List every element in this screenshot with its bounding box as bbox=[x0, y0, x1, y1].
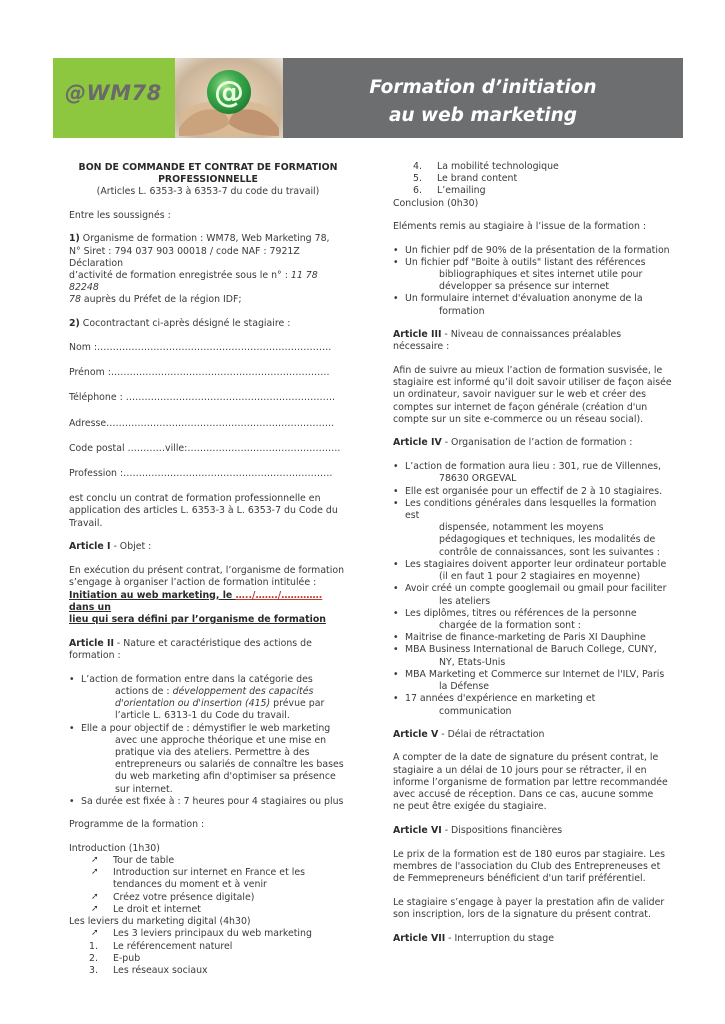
retr-line-3: informe l’organisme de formation par lettre recommandée bbox=[393, 776, 668, 788]
afin-line-1: Afin de suivre au mieux l’action de formation susvisée, le bbox=[393, 364, 663, 376]
num-6-text: L’emailing bbox=[437, 185, 486, 197]
formation-name-cont: dans un bbox=[69, 601, 111, 613]
list-item bbox=[393, 559, 673, 583]
list-item bbox=[393, 486, 673, 498]
list-item bbox=[69, 674, 347, 723]
field-adresse[interactable]: Adresse………………………………………………………………. bbox=[69, 417, 335, 429]
prix-line-3: de Femmepreneurs bénéficient d'un tarif préférentiel. bbox=[393, 873, 646, 885]
party-1-number: 1) bbox=[69, 233, 80, 245]
eng-line-2: son inscription, lors de la signature du présent contrat. bbox=[393, 909, 651, 921]
org-8-b: NY, Etats-Unis bbox=[439, 656, 506, 668]
list-item bbox=[393, 257, 673, 294]
article-7-label: Article VII bbox=[393, 932, 446, 944]
elements-list bbox=[393, 245, 673, 318]
page-title-line2: au web marketing bbox=[388, 105, 578, 127]
article-1-heading bbox=[69, 541, 347, 553]
hands-holding-at-sign-icon bbox=[175, 58, 283, 138]
article-4-title: - Organisation de l’action de formation : bbox=[441, 437, 633, 449]
party-2-paragraph bbox=[69, 318, 347, 330]
element-2-a: Un fichier pdf "Boite à outils" listant des références bbox=[405, 256, 646, 268]
list-item bbox=[393, 245, 673, 257]
formation-name: Initiation au web marketing, le bbox=[69, 589, 236, 601]
programme-intro: Introduction (1h30) bbox=[69, 842, 160, 854]
conclu-paragraph bbox=[69, 493, 347, 530]
num-6: 6. bbox=[413, 185, 422, 197]
num-5: 5. bbox=[413, 173, 422, 185]
arrow-icon: ➚ bbox=[91, 903, 99, 914]
intro-item-2-cont: tendances du moment et à venir bbox=[113, 879, 267, 891]
org-5-a: Avoir créé un compte googlemail ou gmail pour faciliter bbox=[405, 583, 667, 595]
article-6-label: Article VI bbox=[393, 825, 442, 837]
list-item bbox=[69, 855, 347, 867]
nature-2-f: sur internet. bbox=[115, 783, 173, 795]
element-1: Un fichier pdf de 90% de la présentation de la formation bbox=[405, 244, 670, 256]
nature-1-a: L’action de formation entre dans la catégorie des bbox=[81, 673, 313, 685]
nature-list bbox=[69, 674, 347, 808]
field-profession[interactable]: Profession :…………………………………………………………. bbox=[69, 468, 333, 479]
article-7-heading bbox=[393, 933, 673, 945]
afin-line-4: comptes sur internet de façon générale (création d'un bbox=[393, 401, 648, 413]
article-3-label: Article III bbox=[393, 328, 442, 340]
num-4: 4. bbox=[413, 161, 422, 172]
prix-line-2: membres de l'association du Club des Entrepreneuses et bbox=[393, 861, 661, 872]
wm78-logo: @WM78 bbox=[65, 81, 162, 105]
article-2-title-2: formation : bbox=[69, 649, 121, 661]
org-6-a: Les diplômes, titres ou références de la personne bbox=[405, 607, 637, 619]
field-telephone[interactable]: Téléphone : …………………………………………………………. bbox=[69, 392, 335, 404]
retractation-paragraph bbox=[393, 752, 673, 813]
declaration-number: 11 78 82248 bbox=[69, 270, 318, 294]
arrow-icon: ➚ bbox=[91, 891, 99, 902]
nature-1-b-it: développement des capacités bbox=[172, 685, 314, 697]
execution-paragraph bbox=[69, 565, 347, 626]
list-item bbox=[393, 583, 673, 607]
article-6-heading bbox=[393, 825, 673, 837]
element-3-b: formation bbox=[439, 305, 485, 317]
party-2-number: 2) bbox=[69, 318, 80, 330]
org-6-b: chargée de la formation sont : bbox=[439, 620, 581, 631]
org-8-a: MBA Business International de Baruch College, CUNY, bbox=[405, 644, 657, 656]
org-10-a: 17 années d'expérience en marketing et bbox=[405, 693, 596, 705]
leviers-item: Les 3 leviers principaux du web marketing bbox=[113, 928, 312, 940]
num-2-text: E-pub bbox=[113, 952, 141, 964]
list-item bbox=[69, 892, 347, 904]
list-item bbox=[393, 461, 673, 485]
list-item bbox=[393, 693, 673, 717]
arrow-icon: ➚ bbox=[91, 928, 99, 939]
svg-text:@: @ bbox=[214, 75, 244, 110]
list-item bbox=[69, 953, 347, 965]
conclu-line-3: Travail. bbox=[69, 517, 103, 529]
afin-paragraph bbox=[393, 365, 673, 426]
nature-2-e: du web marketing afin d'optimiser sa présence bbox=[115, 771, 336, 783]
article-2-heading bbox=[69, 638, 347, 662]
article-7-title: - Interruption du stage bbox=[445, 932, 554, 944]
afin-line-5: compte sur un site e-commerce ou un réseau social). bbox=[393, 413, 644, 425]
org-9-a: MBA Marketing et Commerce sur Internet de l'ILV, Paris bbox=[405, 668, 665, 680]
nature-1-c-it: d'orientation ou d'insertion (415) bbox=[115, 698, 271, 710]
nature-2-d: entrepreneurs ou salariés de connaître les bases bbox=[115, 759, 344, 771]
org-5-b: les ateliers bbox=[439, 595, 491, 607]
list-item bbox=[69, 867, 347, 891]
field-prenom[interactable]: Prénom :……………………………………………………………. bbox=[69, 367, 330, 379]
field-nom[interactable]: Nom :………………………………………………………………… bbox=[69, 341, 332, 353]
article-3-title-1: - Niveau de connaissances préalables bbox=[441, 328, 622, 340]
article-2-label: Article II bbox=[69, 637, 114, 649]
org-1-b: 78630 ORGEVAL bbox=[439, 473, 517, 485]
nature-2-c: pratique via des ateliers. Permettre à des bbox=[115, 746, 310, 758]
nature-1-b: actions de : bbox=[115, 685, 173, 697]
element-2-c: développer sa présence sur internet bbox=[439, 281, 610, 293]
retr-line-1: A compter de la date de signature du présent contrat, le bbox=[393, 752, 659, 764]
intro-item-2: Introduction sur internet en France et les bbox=[113, 867, 305, 879]
prix-paragraph bbox=[393, 849, 673, 886]
contract-title bbox=[69, 162, 347, 199]
eng-line-1: Le stagiaire s’engage à payer la prestation afin de valider bbox=[393, 896, 665, 908]
retr-line-4: avec accusé de réception. Dans ce cas, aucune somme bbox=[393, 789, 654, 801]
retr-line-5: ne peut être exigée du stagiaire. bbox=[393, 801, 547, 813]
article-4-label: Article IV bbox=[393, 437, 442, 449]
org-7: Maitrise de finance-marketing de Paris XI Dauphine bbox=[405, 632, 646, 644]
nature-1-d: l’article L. 6313-1 du Code du travail. bbox=[115, 710, 290, 722]
nature-1-c: prévue par bbox=[270, 698, 325, 710]
party-1-line-a: Organisme de formation : WM78, Web Marketing 78, bbox=[79, 233, 330, 245]
list-item bbox=[393, 498, 673, 559]
list-item bbox=[393, 644, 673, 668]
article-5-label: Article V bbox=[393, 728, 439, 740]
num-1: 1. bbox=[89, 940, 98, 952]
list-item bbox=[393, 185, 673, 197]
programme-heading: Programme de la formation : bbox=[69, 819, 205, 831]
org-3-b: dispensée, notamment les moyens bbox=[439, 522, 604, 534]
afin-line-3: un ordinateur, savoir naviguer sur le web et créer des bbox=[393, 389, 646, 401]
logo-panel bbox=[53, 58, 175, 138]
entre-les-soussignes: Entre les soussignés : bbox=[69, 209, 171, 221]
intro-item-3: Créez votre présence digitale) bbox=[113, 891, 255, 903]
org-3-c: pédagogiques et techniques, les modalités de bbox=[439, 534, 656, 546]
org-4-b: (il en faut 1 pour 2 stagiaires en moyenne) bbox=[439, 571, 641, 583]
article-1-label: Article I bbox=[69, 541, 111, 553]
element-2-b: bibliographiques et sites internet utile pour bbox=[439, 269, 643, 281]
conclu-line-2: application des articles L. 6353-3 à L. 6353-7 du Code du bbox=[69, 505, 338, 517]
contract-title-articles: (Articles L. 6353-3 à 6353-7 du code du travail) bbox=[96, 186, 320, 198]
page-title-line1: Formation d’initiation bbox=[369, 77, 597, 98]
article-5-title: - Délai de rétractation bbox=[438, 728, 545, 740]
article-1-title: - Objet : bbox=[110, 541, 152, 553]
formation-location: lieu qui sera défini par l’organisme de formation bbox=[69, 613, 326, 625]
element-3-a: Un formulaire internet d'évaluation anonyme de la bbox=[405, 293, 643, 305]
list-item bbox=[393, 608, 673, 632]
list-item bbox=[69, 904, 347, 916]
list-item bbox=[69, 723, 347, 796]
num-3: 3. bbox=[89, 964, 98, 976]
num-2: 2. bbox=[89, 952, 98, 964]
list-item bbox=[393, 173, 673, 185]
list-item bbox=[393, 161, 673, 173]
org-4-a: Les stagiaires doivent apporter leur ordinateur portable bbox=[405, 558, 667, 570]
list-item bbox=[69, 796, 347, 808]
programme-list-cont bbox=[393, 161, 673, 210]
org-3-a: Les conditions générales dans lesquelles la formation est bbox=[405, 497, 657, 522]
afin-line-2: stagiaire est informé qu’il doit savoir utiliser de façon aisée bbox=[393, 377, 672, 389]
programme-conclusion: Conclusion (0h30) bbox=[393, 197, 479, 209]
contract-title-line1: BON DE COMMANDE ET CONTRAT DE FORMATION bbox=[78, 162, 338, 173]
org-2: Elle est organisée pour un effectif de 2 à 10 stagiaires. bbox=[405, 485, 663, 497]
num-3-text: Les réseaux sociaux bbox=[113, 964, 208, 976]
programme-leviers: Les leviers du marketing digital (4h30) bbox=[69, 916, 251, 928]
execution-line-2: s’engage à organiser l’action de formation intitulée : bbox=[69, 577, 317, 589]
contract-title-line2: PROFESSIONNELLE bbox=[158, 174, 258, 186]
article-3-heading bbox=[393, 329, 673, 353]
left-column bbox=[69, 162, 347, 977]
execution-line-1: En exécution du présent contrat, l’organisme de formation bbox=[69, 565, 345, 577]
intro-item-4: Le droit et internet bbox=[113, 903, 201, 915]
article-3-title-2: nécessaire : bbox=[393, 341, 450, 353]
article-6-title: - Dispositions financières bbox=[441, 825, 563, 837]
party-1-line-d: auprès du Préfet de la région IDF; bbox=[80, 294, 242, 306]
engagement-paragraph bbox=[393, 897, 673, 921]
article-5-heading bbox=[393, 729, 673, 741]
num-1-text: Le référencement naturel bbox=[113, 940, 233, 952]
org-10-b: communication bbox=[439, 705, 512, 717]
org-1-a: L’action de formation aura lieu : 301, rue de Villennes, bbox=[405, 461, 661, 473]
nature-3: Sa durée est fixée à : 7 heures pour 4 stagiaires ou plus bbox=[81, 795, 344, 807]
party-1-line-c: d’activité de formation enregistrée sous le n° : bbox=[69, 270, 291, 282]
page-header bbox=[53, 58, 683, 138]
retr-line-2: stagiaire a un délai de 10 jours pour se rétracter, il en bbox=[393, 764, 647, 776]
num-4-text: La mobilité technologique bbox=[437, 161, 559, 172]
party-1-paragraph bbox=[69, 233, 347, 306]
organisation-list bbox=[393, 461, 673, 718]
right-column bbox=[393, 161, 673, 957]
party-2-text: Cocontractant ci-après désigné le stagiaire : bbox=[79, 318, 291, 330]
elements-heading: Eléments remis au stagiaire à l’issue de la formation : bbox=[393, 220, 647, 232]
list-item bbox=[393, 293, 673, 317]
prix-line-1: Le prix de la formation est de 180 euros par stagiaire. Les bbox=[393, 848, 665, 860]
org-3-d: contrôle de connaissances, sont les suivantes : bbox=[439, 546, 660, 558]
declaration-number-end: 78 bbox=[69, 294, 81, 306]
intro-item-1: Tour de table bbox=[113, 854, 175, 866]
nature-2-a: Elle a pour objectif de : démystifier le web marketing bbox=[81, 722, 331, 734]
programme-list bbox=[69, 843, 347, 977]
party-1-line-b: N° Siret : 794 037 903 00018 / code NAF : 7921Z Déclaration bbox=[69, 245, 300, 269]
formation-date-blank[interactable]: …../……./…………. bbox=[235, 589, 323, 601]
arrow-icon: ➚ bbox=[91, 867, 99, 878]
field-code-postal-ville[interactable]: Code postal …………ville:…………………………………………. bbox=[69, 442, 341, 454]
list-item bbox=[69, 928, 347, 940]
list-item bbox=[69, 965, 347, 977]
num-5-text: Le brand content bbox=[437, 173, 518, 185]
conclu-line-1: est conclu un contrat de formation professionnelle en bbox=[69, 493, 321, 505]
article-2-title-1: - Nature et caractéristique des actions de bbox=[113, 637, 312, 649]
list-item bbox=[69, 941, 347, 953]
org-9-b: la Défense bbox=[439, 681, 489, 693]
nature-2-b: avec une approche théorique et une mise en bbox=[115, 734, 327, 746]
header-title-panel bbox=[283, 58, 683, 138]
article-4-heading bbox=[393, 437, 673, 449]
arrow-icon: ➚ bbox=[91, 854, 99, 865]
list-item bbox=[393, 632, 673, 644]
list-item bbox=[393, 669, 673, 693]
